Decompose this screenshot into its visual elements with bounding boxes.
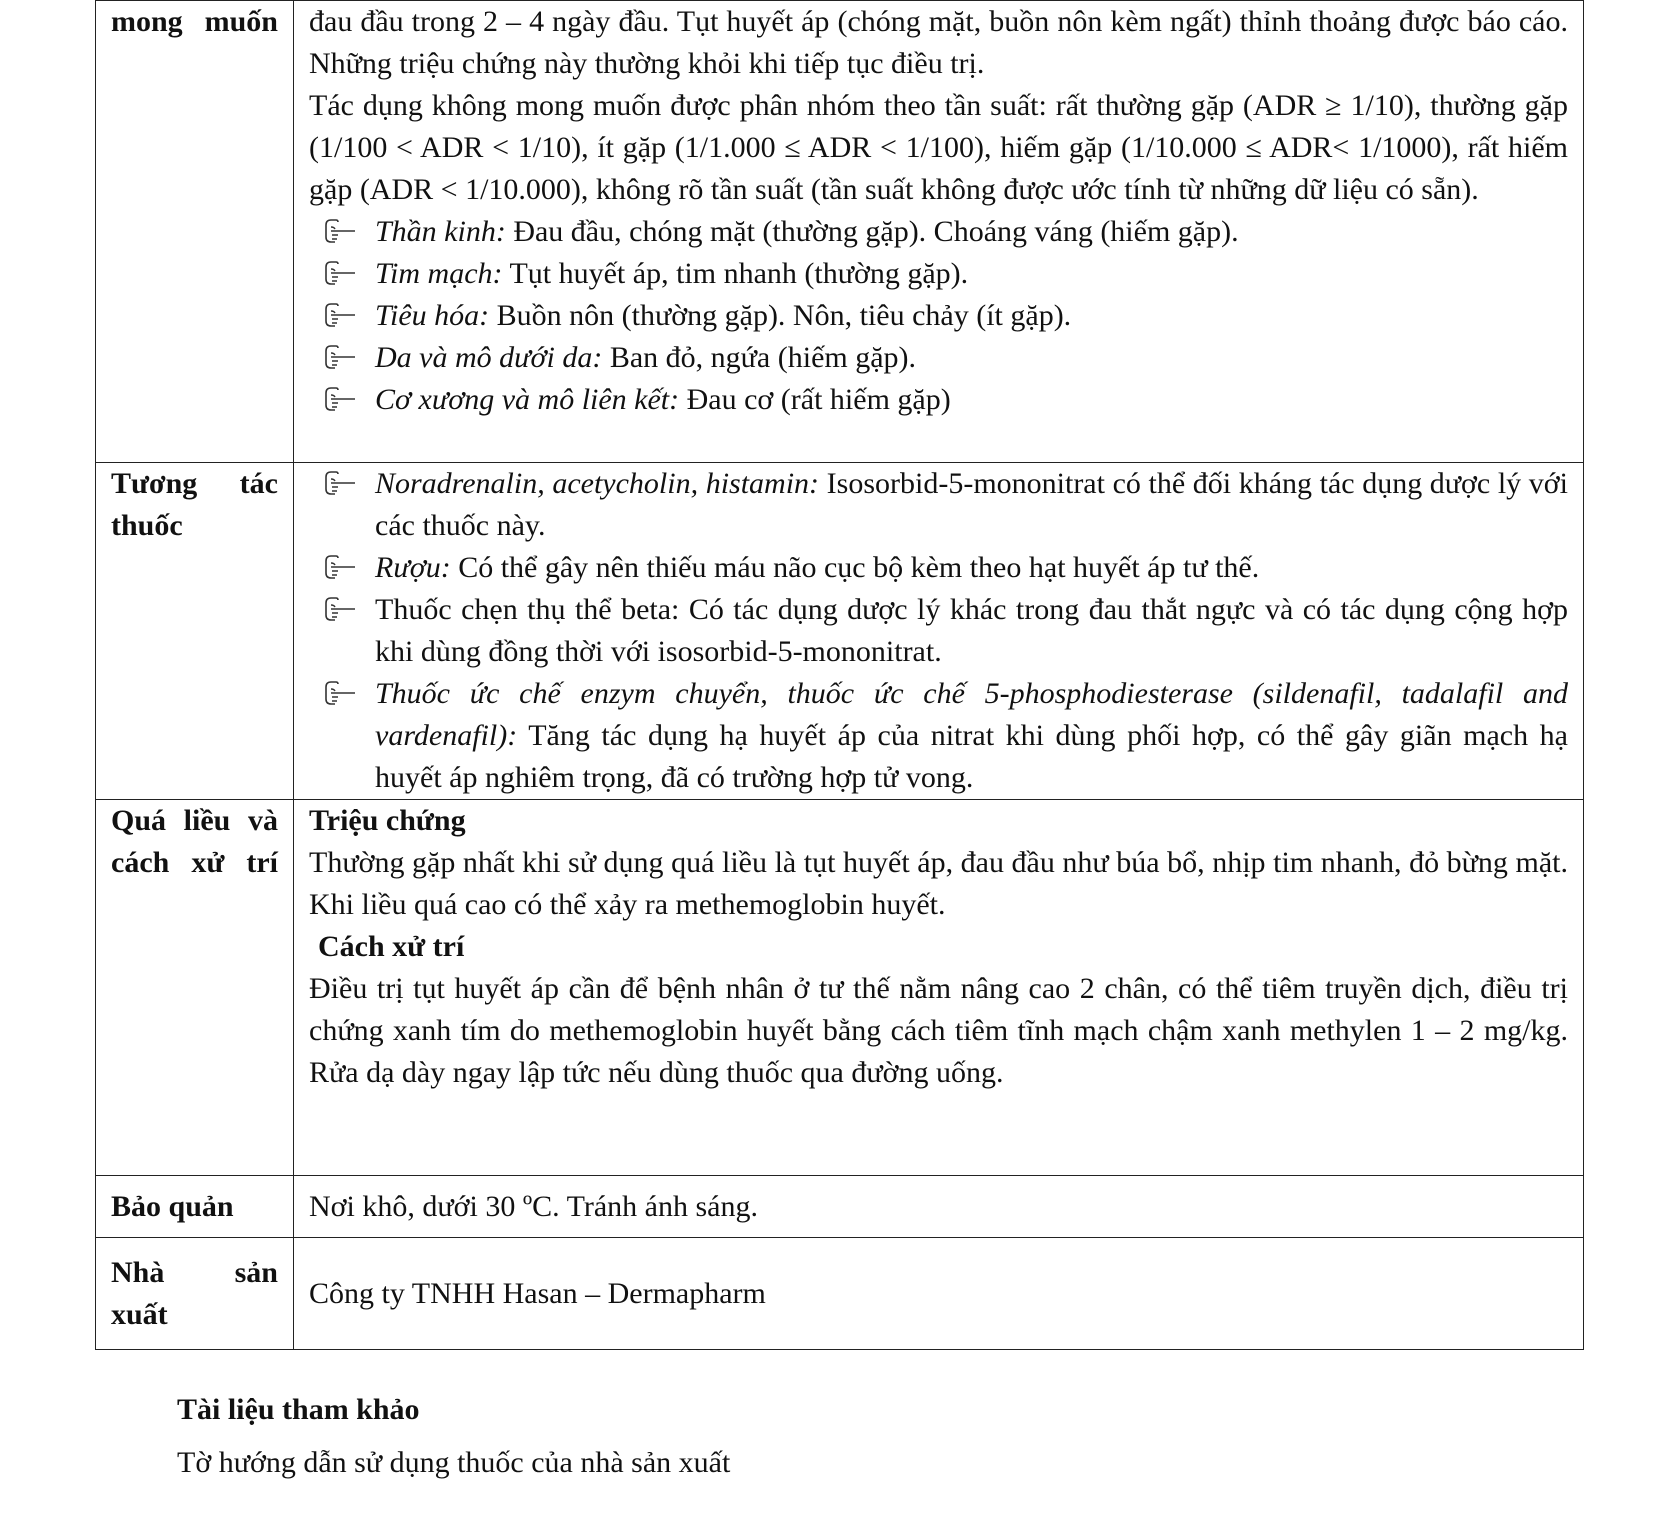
bullet-term: Da và mô dưới da:	[375, 341, 603, 374]
list-item	[375, 295, 1568, 337]
references-title: Tài liệu tham khảo	[177, 1393, 420, 1426]
list-item	[375, 589, 1568, 673]
table-row-drug-interactions	[96, 463, 1584, 800]
references-text: Tờ hướng dẫn sử dụng thuốc của nhà sản xuất	[177, 1446, 731, 1479]
pointing-hand-icon	[323, 463, 357, 505]
section-heading: Triệu chứng	[309, 804, 466, 837]
list-item	[375, 547, 1568, 589]
row-label: mong muốn	[96, 1, 294, 463]
bullet-term: Tiêu hóa:	[375, 299, 490, 332]
paragraph: Thường gặp nhất khi sử dụng quá liều là tụt huyết áp, đau đầu như búa bổ, nhịp tim nhanh, đỏ bừng mặt. Khi liều quá cao có thể xảy ra methemoglobin huyết.	[309, 846, 1568, 921]
row-content	[294, 463, 1584, 800]
row-content	[294, 800, 1584, 1176]
section-heading: Cách xử trí	[318, 930, 465, 963]
bullet-term: Thần kinh:	[375, 215, 506, 248]
bullet-text: Tụt huyết áp, tim nhanh (thường gặp).	[502, 257, 969, 290]
bullet-text: Đau cơ (rất hiếm gặp)	[679, 383, 951, 416]
bullet-list	[309, 463, 1568, 799]
bullet-text: Isosorbid-5-mononitrat có thể đối kháng tác dụng dược lý với các thuốc này.	[375, 467, 1568, 542]
paragraph: đau đầu trong 2 – 4 ngày đầu. Tụt huyết áp (chóng mặt, buồn nôn kèm ngất) thỉnh thoảng được báo cáo. Những triệu chứng này thường khỏi khi tiếp tục điều trị.	[309, 5, 1568, 80]
paragraph: Điều trị tụt huyết áp cần để bệnh nhân ở tư thế nằm nâng cao 2 chân, có thể tiêm truyền dịch, điều trị chứng xanh tím do methemoglobin huyết bằng cách tiêm tĩnh mạch chậm xanh methylen 1 – 2 mg/kg. Rửa dạ dày ngay lập tức nếu dùng thuốc qua đường uống.	[309, 972, 1568, 1089]
list-item	[375, 211, 1568, 253]
bullet-text: Có thể gây nên thiếu máu não cục bộ kèm theo hạt huyết áp tư thế.	[450, 551, 1260, 584]
bullet-term: Cơ xương và mô liên kết:	[375, 383, 680, 416]
pointing-hand-icon	[323, 673, 357, 715]
table-row-storage	[96, 1176, 1584, 1238]
pointing-hand-icon	[323, 589, 357, 631]
row-content: Nơi khô, dưới 30 ºC. Tránh ánh sáng.	[294, 1176, 1584, 1238]
list-item	[375, 379, 1568, 421]
pointing-hand-icon	[323, 547, 357, 589]
table-row-overdose	[96, 800, 1584, 1176]
bullet-text: Tăng tác dụng hạ huyết áp của nitrat khi dùng phối hợp, có thể gây giãn mạch hạ huyết áp nghiêm trọng, đã có trường hợp tử vong.	[375, 719, 1568, 794]
bullet-text: Buồn nôn (thường gặp). Nôn, tiêu chảy (ít gặp).	[489, 299, 1072, 332]
list-item	[375, 673, 1568, 799]
paragraph: Tác dụng không mong muốn được phân nhóm theo tần suất: rất thường gặp (ADR ≥ 1/10), thường gặp (1/100 < ADR < 1/10), ít gặp (1/1.000 ≤ ADR < 1/100), hiếm gặp (1/10.000 ≤ ADR< 1/1000), rất hiếm gặp (ADR < 1/10.000), không rõ tần suất (tần suất không được ước tính từ những dữ liệu có sẵn).	[309, 89, 1568, 206]
pointing-hand-icon	[323, 379, 357, 421]
row-label: Nhà sản xuất	[96, 1238, 294, 1350]
list-item	[375, 253, 1568, 295]
pointing-hand-icon	[323, 295, 357, 337]
table-row-adverse-effects	[96, 1, 1584, 463]
row-content	[294, 1, 1584, 463]
bullet-list	[309, 211, 1568, 421]
row-label: Tương tác thuốc	[96, 463, 294, 800]
bullet-text: Thuốc chẹn thụ thể beta: Có tác dụng dược lý khác trong đau thắt ngực và có tác dụng cộng hợp khi dùng đồng thời với isosorbid-5-mononitrat.	[375, 593, 1568, 668]
list-item	[375, 463, 1568, 547]
pointing-hand-icon	[323, 253, 357, 295]
row-label: Bảo quản	[96, 1176, 294, 1238]
table-row-manufacturer	[96, 1238, 1584, 1350]
bullet-text: Đau đầu, chóng mặt (thường gặp). Choáng váng (hiếm gặp).	[505, 215, 1239, 248]
drug-info-table	[95, 0, 1584, 1350]
bullet-term: Thuốc ức chế enzym chuyển, thuốc ức chế 5-phosphodiesterase (sildenafil, tadalafil and vardenafil):	[375, 677, 1568, 752]
bullet-term: Noradrenalin, acetycholin, histamin:	[375, 467, 820, 500]
pointing-hand-icon	[323, 211, 357, 253]
bullet-term: Tim mạch:	[375, 257, 503, 290]
list-item	[375, 337, 1568, 379]
row-content: Công ty TNHH Hasan – Dermapharm	[294, 1238, 1584, 1350]
bullet-text: Ban đỏ, ngứa (hiếm gặp).	[602, 341, 917, 374]
row-label: Quá liều và cách xử trí	[96, 800, 294, 1176]
bullet-term: Rượu:	[375, 551, 451, 584]
pointing-hand-icon	[323, 337, 357, 379]
